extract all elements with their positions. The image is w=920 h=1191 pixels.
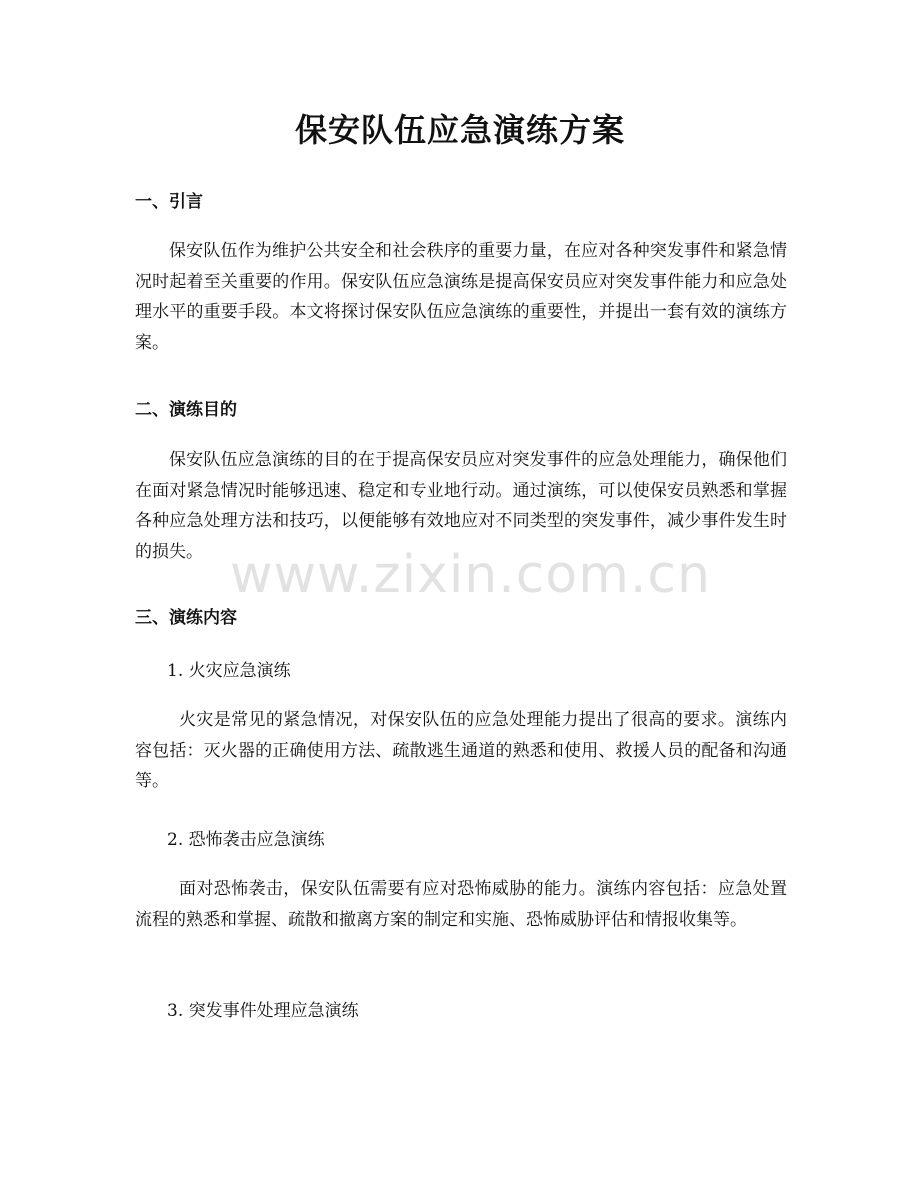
section-heading-purpose: 二、演练目的 [135, 400, 237, 420]
list-item-fire-drill: 1. 火灾应急演练 [167, 661, 291, 681]
section-paragraph-purpose: 保安队伍应急演练的目的在于提高保安员应对突发事件的应急处理能力，确保他们在面对紧急情况时能够迅速、稳定和专业地行动。通过演练，可以使保安员熟悉和掌握各种应急处理方法和技巧，以便能够有效地应对不同类型的突发事件，减少事件发生时的损失。 [135, 450, 787, 562]
section-heading-introduction: 一、引言 [135, 192, 203, 212]
list-item-emergency-drill: 3. 突发事件处理应急演练 [167, 1001, 359, 1021]
watermark: www.zixin.com.cn [230, 545, 711, 605]
document-title: 保安队伍应急演练方案 [294, 111, 625, 149]
section-heading-content: 三、演练内容 [135, 608, 237, 628]
list-item-terror-drill: 2. 恐怖袭击应急演练 [167, 830, 325, 850]
list-item-paragraph-terror-drill: 面对恐怖袭击，保安队伍需要有应对恐怖威胁的能力。演练内容包括：应急处置流程的熟悉和掌握、疏散和撤离方案的制定和实施、恐怖威胁评估和情报收集等。 [135, 879, 787, 930]
list-item-paragraph-fire-drill: 火灾是常见的紧急情况，对保安队伍的应急处理能力提出了很高的要求。演练内容包括：灭火器的正确使用方法、疏散逃生通道的熟悉和使用、救援人员的配备和沟通等。 [135, 710, 787, 791]
section-paragraph-introduction: 保安队伍作为维护公共安全和社会秩序的重要力量，在应对各种突发事件和紧急情况时起着至关重要的作用。保安队伍应急演练是提高保安员应对突发事件能力和应急处理水平的重要手段。本文将探讨保安队伍应急演练的重要性，并提出一套有效的演练方案。 [135, 241, 787, 353]
